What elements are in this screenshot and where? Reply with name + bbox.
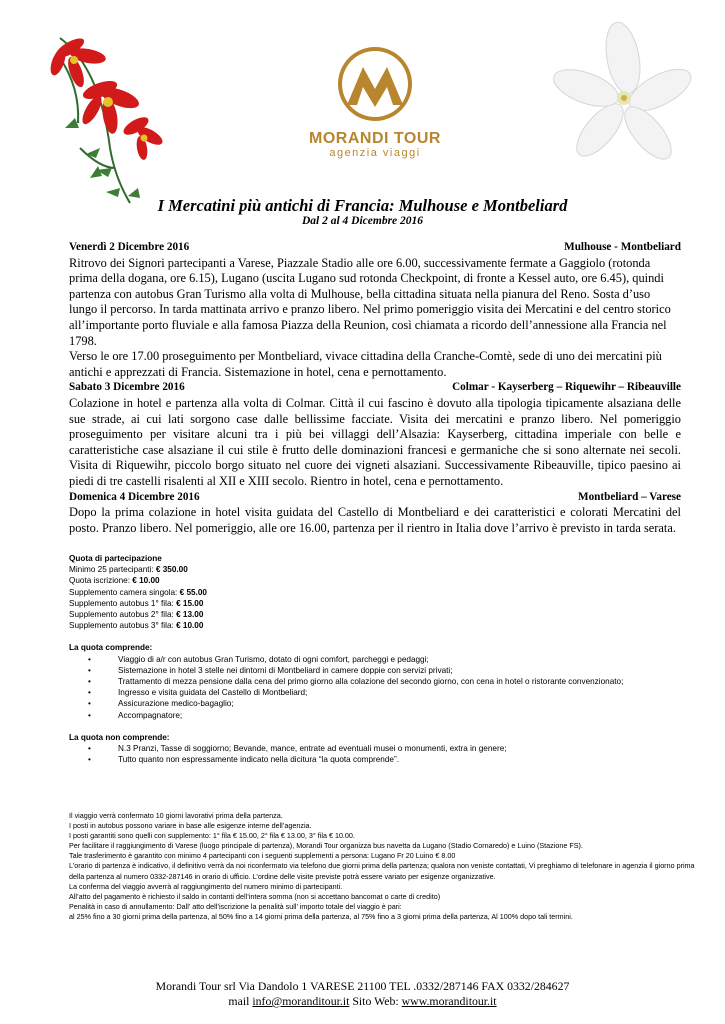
day-date: Sabato 3 Dicembre 2016: [69, 381, 185, 394]
day-route: Colmar - Kayserberg – Riquewihr – Ribeauville: [452, 381, 681, 394]
day-route: Mulhouse - Montbeliard: [564, 241, 681, 253]
poinsettia-decoration: [40, 28, 180, 208]
day-paragraph: Dopo la prima colazione in hotel visita guidata del Castello di Montbeliard e dei caratteristici e colorati Mercatini del posto. Pranzo libero. Nel pomeriggio, alle ore 16.00, partenza per il rientro in Italia dove l’arrivo è previsto in tarda serata.: [69, 505, 681, 535]
quota-line: Minimo 25 partecipanti: € 350.00: [69, 565, 188, 575]
logo-subtitle-text: agenzia viaggi: [329, 147, 421, 159]
note-line: Il viaggio verrà confermato 10 giorni lavorativi prima della partenza.: [69, 811, 283, 820]
day-paragraph: Ritrovo dei Signori partecipanti a Varese, Piazzale Stadio alle ore 6.00, successivamente fermate a Gaggiolo (rotonda prima della dogana, ore 6.15), Lugano (uscita Lugano sud rotonda Checkpoint, di fronte a Kessel auto, ore 6.45), quindi partenza con autobus Gran Turismo alla volta di Mulhouse, bella cittadina situata nella pianura del Reno. Sosta d’uso lungo il percorso. In tarda mattinata arrivo e pranzo libero. Nel primo pomeriggio visita dei Mercatini e del centro storico all’importante porto fluviale e alla famosa Piazza della Reunion, così chiamata a ricordo dell’annessione alla Francia nel 1798.: [69, 255, 671, 348]
non-comprende-list: [69, 743, 689, 765]
note-line: I posti garantiti sono quelli con supplemento: 1° fila € 15.00, 2° fila € 13.00, 3° fila € 10.00.: [69, 831, 355, 841]
quota-line: Supplemento autobus 1° fila: € 15.00: [69, 598, 204, 608]
day-1: [69, 240, 681, 380]
terms-notes: [69, 811, 699, 922]
comprende-heading: La quota comprende:: [69, 643, 153, 653]
list-item: • Ingresso e visita guidata del Castello di Montbeliard;: [69, 687, 689, 698]
day-header: [69, 490, 681, 506]
comprende-list: [69, 654, 689, 721]
non-comprende-heading: La quota non comprende:: [69, 732, 170, 742]
footer-address: Morandi Tour srl Via Dandolo 1 VARESE 21100 TEL .0332/287146 FAX 0332/284627: [155, 979, 570, 993]
note-line: L’orario di partenza è indicativo, il definitivo verrà da noi riconfermato via telefono due giorni prima della partenza; qualora non veniste contattati, Vi preghiamo di telefonare in agenzia il giorno prima della partenza al numero 0332-287146 in orario di ufficio. L’ordine delle visite previste potrà essere variato per esigenze organizzative.: [69, 861, 695, 881]
page-subtitle: Dal 2 al 4 Dicembre 2016: [301, 215, 424, 227]
day-route: Montbeliard – Varese: [578, 490, 681, 503]
day-paragraph: Verso le ore 17.00 proseguimento per Montbeliard, vivace cittadina della Cranche-Comtè, sede di uno dei mercatini più antichi e apprezzati di Francia. Sistemazione in hotel, cena e pernottamento.: [69, 349, 662, 379]
day-header: [69, 380, 681, 396]
note-line: al 25% fino a 30 giorni prima della partenza, al 50% fino a 14 giorni prima della partenza, al 75% fino a 3 giorni prima della partenza, Al 100% dopo tali termini.: [69, 911, 573, 921]
note-line: Per facilitare il raggiungimento di Varese (luogo principale di partenza), Morandi Tour organizza bus navetta da Lugano (Stadio Cornaredo) e Luino (Stazione FS).: [69, 841, 583, 851]
list-item: • Assicurazione medico-bagaglio;: [69, 698, 689, 709]
morandi-tour-emblem-icon: [335, 45, 415, 123]
itinerary: [69, 240, 681, 536]
email-link[interactable]: info@moranditour.it: [252, 994, 350, 1008]
list-item: • Trattamento di mezza pensione dalla cena del primo giorno alla colazione del secondo giorno, con cena in hotel o ristorante convenzionato;: [69, 676, 689, 687]
logo-brand-text: MORANDI TOUR: [309, 130, 441, 147]
page-title: I Mercatini più antichi di Francia: Mulhouse e Montbeliard: [157, 196, 568, 215]
list-item: • Sistemazione in hotel 3 stelle nei dintorni di Montbeliard in camere doppie con servizi privati;: [69, 665, 689, 676]
note-line: All’atto del pagamento è richiesto il saldo in contanti dell’intera somma (non si accettano bancomat o carte di credito): [69, 891, 441, 901]
day-date: Venerdì 2 Dicembre 2016: [69, 241, 190, 253]
list-item: • N.3 Pranzi, Tasse di soggiorno; Bevande, mance, entrate ad eventuali musei o monumenti, extra in genere;: [69, 743, 689, 754]
agency-logo: [300, 45, 450, 160]
day-paragraph: Colazione in hotel e partenza alla volta di Colmar. Città il cui fascino è dovuto alla tipologia tipicamente alsaziana delle sue strade, ai cui lati sorgono case dalle bellissime facciate. Visita dei mercatini e pranzo libero. Nel pomeriggio proseguimento per visitare alcuni tra i più bei villaggi dell’Alsazia: Kayserberg, cittadina imperiale con belle e caratteristiche case alsaziane il cui stile è frutto delle dominazioni francesi e germaniche che si sono alternate nei secoli. Visita di Riquewihr, piccolo borgo situato nel cuore dei vigneti alsaziani. Successivamente Ribeauville, tipico paesino ai piedi di tre castelli risalenti al XII e XIII secolo. Rientro in hotel, cena e pernottamento.: [69, 395, 681, 488]
quota-line: Supplemento autobus 2° fila: € 13.00: [69, 610, 204, 620]
note-line: La conferma del viaggio avverrà al raggiungimento del numero minimo di partecipanti.: [69, 881, 343, 891]
website-link[interactable]: www.moranditour.it: [401, 994, 497, 1008]
day-2: [69, 380, 681, 489]
day-3: [69, 490, 681, 537]
day-date: Domenica 4 Dicembre 2016: [69, 490, 200, 503]
quota-line: Supplemento camera singola: € 55.00: [69, 587, 207, 597]
note-line: I posti in autobus possono variare in base alle esigenze interne dell’agenzia.: [69, 821, 312, 831]
note-line: Penalità in caso di annullamento: Dall’ atto dell’iscrizione la penalità sull’ importo totale del viaggio è pari:: [69, 901, 402, 911]
price-section: [69, 553, 689, 765]
quota-line: Supplemento autobus 3° fila: € 10.00: [69, 621, 204, 631]
list-item: • Viaggio di a/r con autobus Gran Turismo, dotato di ogni comfort, parcheggi e pedaggi;: [69, 654, 689, 665]
quota-heading: Quota di partecipazione: [69, 554, 162, 563]
list-item: • Accompagnatore;: [69, 710, 689, 721]
footer-contacts: mail info@moranditour.it Sito Web: www.moranditour.it: [228, 994, 497, 1008]
note-line: Tale trasferimento è garantito con minimo 4 partecipanti con i seguenti supplementi a persona: Lugano Fr 20 Luino € 8.00: [69, 851, 456, 861]
list-item: • Tutto quanto non espressamente indicato nella dicitura “la quota comprende”.: [69, 754, 689, 765]
white-flower-decoration: [548, 18, 698, 168]
quota-line: Quota iscrizione: € 10.00: [69, 576, 160, 586]
day-header: [69, 240, 681, 256]
footer: [0, 979, 725, 1009]
